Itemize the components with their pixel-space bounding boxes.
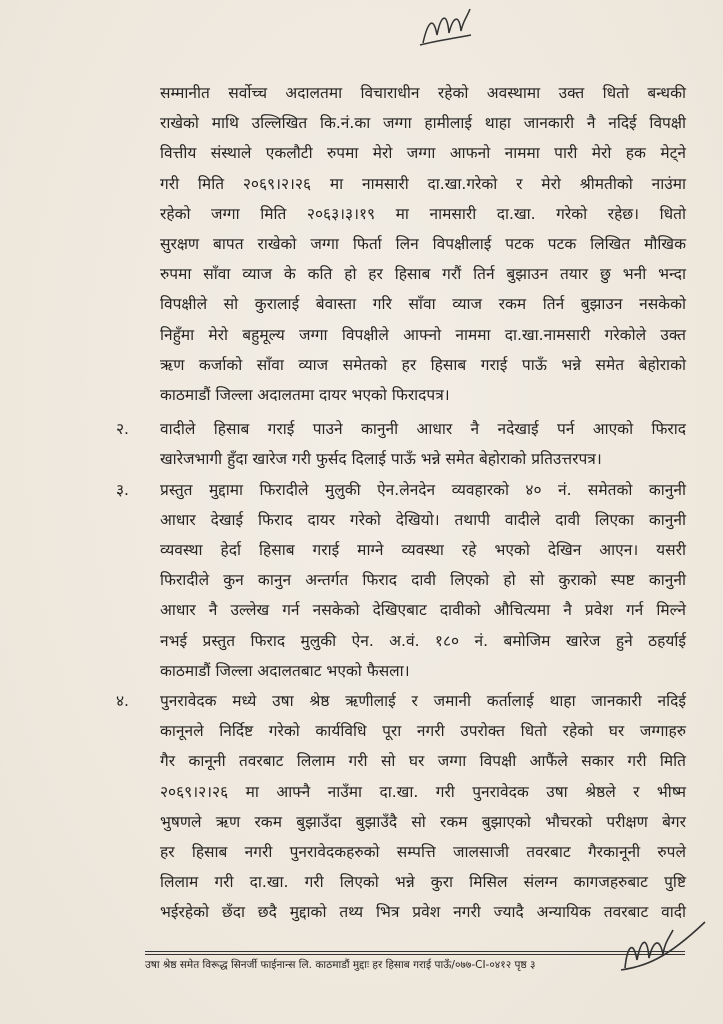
text-line: हर हिसाब नगरी पुनरावेदकहरुको सम्पत्ति जालसाजी तवरबाट गैरकानूनी रुपले <box>160 843 686 861</box>
page-footer: उषा श्रेष्ठ समेत विरूद्ध सिनर्जी फाईनान्स लि. काठमाडौं मुद्दाः हर हिसाब गराई पाऊँ/०७७-CI-०४१२ पृष्ठ ३ <box>145 959 536 971</box>
text-line: व्यवस्था हेर्दा हिसाब गराई माग्ने व्यवस्था रहे भएको देखिन आएन। यसरी <box>160 541 686 559</box>
item-number: २. <box>116 420 129 439</box>
item-number: ३. <box>116 480 129 499</box>
text-line: लिलाम गरी दा.खा. गरी लिएको भन्ने कुरा मिसिल संलग्न कागजहरुबाट पुष्टि <box>160 873 686 892</box>
text-line: भईरहेको छँदा छदै मुद्दाको तथ्य भित्र प्रवेश नगरी ज्यादै अन्यायिक तवरबाट वादी <box>160 903 686 922</box>
text-line: सुरक्षण बापत राखेको जग्गा फिर्ता लिन विपक्षीलाई पटक पटक लिखित मौखिक <box>160 235 686 253</box>
text-line: विपक्षीले सो कुरालाई बेवास्ता गरि साँवा व्याज रकम तिर्न बुझाउन नसकेको <box>160 295 686 314</box>
text-line: सम्मानीत सर्वोच्च अदालतमा विचाराधीन रहेको अवस्थामा उक्त धितो बन्धकी <box>160 84 686 102</box>
text-line: निहुँमा मेरो बहुमूल्य जग्गा विपक्षीले आफ्नो नाममा दा.खा.नामसारी गरेकोले उक्त <box>160 325 686 344</box>
text-line: रुपमा साँवा व्याज के कति हो हर हिसाब गरौं तिर्न बुझाउन तयार छु भनी भन्दा <box>160 265 686 284</box>
text-line: फिरादीले कुन कानुन अन्तर्गत फिराद दावी लिएको हो सो कुराको स्पष्ट कानुनी <box>160 571 686 590</box>
text-line: आधार नै उल्लेख गर्न नसकेको देखिएबाट दावीको औचित्यमा नै प्रवेश गर्न मिल्ने <box>160 601 686 620</box>
text-line: कानूनले निर्दिष्ट गरेको कार्यविधि पूरा नगरी उपरोक्त धितो रहेको घर जग्गाहरु <box>160 722 686 741</box>
text-line: वित्तीय संस्थाले एकलौटी रुपमा मेरो जग्गा आफनो नाममा पारी मेरो हक मेट्ने <box>160 144 686 163</box>
text-line: रहेको जग्गा मिति २०६३।३।१९ मा नामसारी दा.खा. गरेको रहेछ। धितो <box>160 204 686 223</box>
text-line: आधार देखाई फिराद दायर गरेको देखियो। तथापी वादीले दावी लिएका कानुनी <box>160 510 686 529</box>
text-line: ऋण कर्जाको साँवा व्याज समेतको हर हिसाब गराई पाऊँ भन्ने समेत बेहोराको <box>160 355 686 374</box>
item-number: ४. <box>116 692 129 710</box>
signature-bottom <box>615 920 710 975</box>
text-line: गरी मिति २०६९।२।२६ मा नामसारी दा.खा.गरेको र मेरो श्रीमतीको नाउंमा <box>160 174 686 193</box>
text-line: पुनरावेदक मध्ये उषा श्रेष्ठ ऋणीलाई र जमानी कर्तालाई थाहा जानकारी नदिई <box>160 692 686 710</box>
text-line: प्रस्तुत मुद्दामा फिरादीले मुलुकी ऐन.लेनदेन व्यवहारको ४० नं. समेतको कानुनी <box>160 480 686 499</box>
text-line: वादीले हिसाब गराई पाउने कानुनी आधार नै नदेखाई पर्न आएको फिराद <box>160 420 686 439</box>
text-line: गैर कानूनी तवरबाट लिलाम गरी सो घर जग्गा विपक्षी आफैंले सकार गरी मिति <box>160 752 686 771</box>
text-line: राखेको माथि उल्लिखित कि.नं.का जग्गा हामीलाई थाहा जानकारी नै नदिई विपक्षी <box>160 114 686 133</box>
text-line: भुषणले ऋण रकम बुझाउँदा बुझाउँदै सो रकम बुझाएको भौचरको परीक्षण बेगर <box>160 812 686 831</box>
signature-top <box>415 5 475 50</box>
footer-rule <box>145 951 685 952</box>
text-line: नभई प्रस्तुत फिराद मुलुकी ऐन. अ.वं. १८० नं. बमोजिम खारेज हुने ठहर्याई <box>160 631 686 650</box>
text-line: काठमाडौं जिल्ला अदालतबाट भएको फैसला। <box>160 661 410 680</box>
text-line: २०६९।२।२६ मा आफ्नै नाउँमा दा.खा. गरी पुनरावेदक उषा श्रेष्ठले र भीष्म <box>160 782 686 801</box>
text-line: काठमाडौं जिल्ला अदालतमा दायर भएको फिरादपत्र। <box>160 386 450 404</box>
text-line: खारेजभागी हुँदा खारेज गरी फुर्सद दिलाई पाऊँ भन्ने समेत बेहोराको प्रतिउत्तरपत्र। <box>160 450 602 469</box>
